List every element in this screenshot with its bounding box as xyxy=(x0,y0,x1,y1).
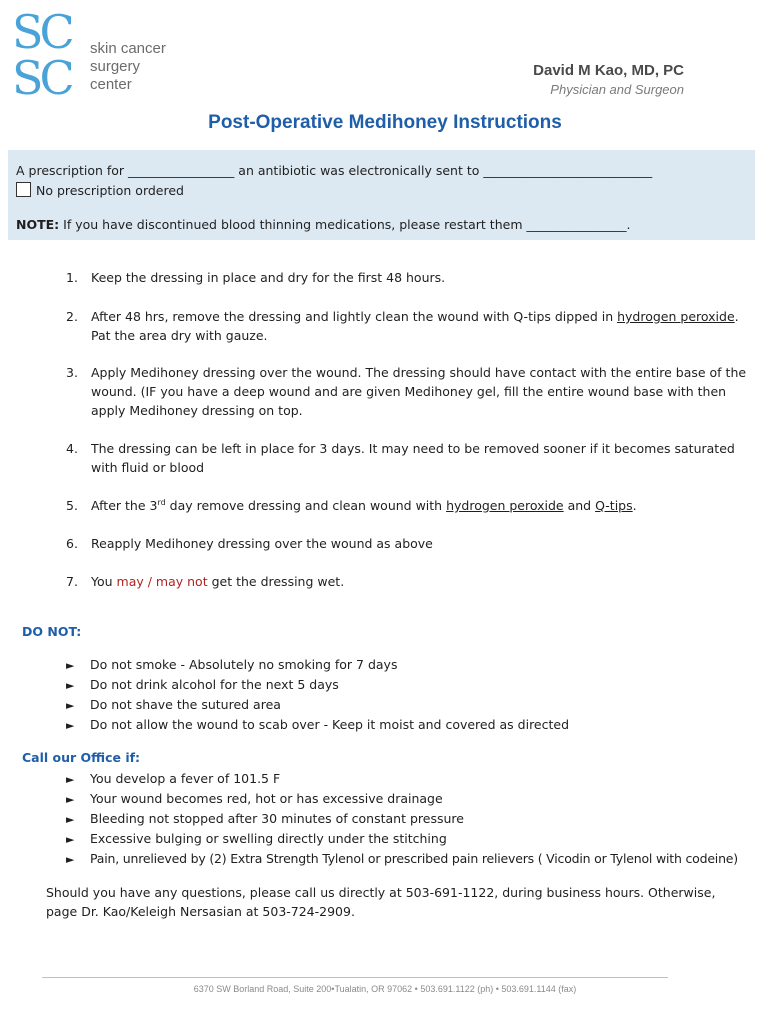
step-3: 3. Apply Medihoney dressing over the wound. The dressing should have contact with the entire base of the wound. (IF you have a deep wound and are given Medihoney gel, fill the entire wound base with then apply Medihoney dressing on top. xyxy=(66,365,747,418)
list-item: ► Do not smoke - Absolutely no smoking for 7 days xyxy=(66,655,756,675)
footer-divider xyxy=(42,977,668,978)
arrow-icon: ► xyxy=(66,813,75,826)
list-item: ► Pain, unrelieved by (2) Extra Strength Tylenol or prescribed pain relievers ( Vicodin or Tylenol with codeine) xyxy=(66,849,756,869)
logo-text: skin cancer surgery center xyxy=(90,40,166,93)
arrow-icon: ► xyxy=(66,793,75,806)
do-not-list xyxy=(66,655,756,735)
list-item: ► You develop a fever of 101.5 F xyxy=(66,769,756,789)
arrow-icon: ► xyxy=(66,679,75,692)
page-title: Post-Operative Medihoney Instructions xyxy=(208,112,562,133)
no-prescription-row xyxy=(16,181,184,200)
note-line: NOTE: If you have discontinued blood thinning medications, please restart them ________________. xyxy=(16,217,631,232)
may-may-not-choice: may / may not xyxy=(116,574,208,589)
call-office-heading: Call our Office if: xyxy=(22,750,141,765)
footer-address: 6370 SW Borland Road, Suite 200•Tualatin, OR 97062 • 503.691.1122 (ph) • 503.691.1144 (fax) xyxy=(193,984,577,994)
arrow-icon: ► xyxy=(66,853,75,866)
step-6: 6. Reapply Medihoney dressing over the wound as above xyxy=(66,536,433,551)
doctor-role: Physician and Surgeon xyxy=(550,82,684,97)
logo xyxy=(12,5,182,110)
prescription-line: A prescription for _________________ an antibiotic was electronically sent to ___________________________ xyxy=(16,163,653,178)
list-item: ► Do not allow the wound to scab over - Keep it moist and covered as directed xyxy=(66,715,756,735)
step-7: 7. You may / may not get the dressing wet. xyxy=(66,574,345,589)
call-office-list xyxy=(66,769,756,869)
list-item: ► Excessive bulging or swelling directly under the stitching xyxy=(66,829,756,849)
arrow-icon: ► xyxy=(66,699,75,712)
arrow-icon: ► xyxy=(66,773,75,786)
step-2: 2. After 48 hrs, remove the dressing and lightly clean the wound with Q-tips dipped in hydrogen peroxide. Pat the area dry with gauze. xyxy=(66,309,739,343)
logo-monogram: SC SC xyxy=(12,5,71,105)
prescription-blank[interactable]: _________________ xyxy=(128,163,235,178)
prescription-box xyxy=(8,150,755,240)
contact-paragraph: Should you have any questions, please call us directly at 503-691-1122, during business hours. Otherwise, page Dr. Kao/Keleigh Nersasian at 503-724-2909. xyxy=(46,885,716,919)
arrow-icon: ► xyxy=(66,833,75,846)
arrow-icon: ► xyxy=(66,659,75,672)
no-prescription-label: No prescription ordered xyxy=(36,183,184,198)
step-4: 4. The dressing can be left in place for 3 days. It may need to be removed sooner if it becomes saturated with fluid or blood xyxy=(66,441,735,475)
step-5: 5. After the 3rd day remove dressing and clean wound with hydrogen peroxide and Q-tips. xyxy=(66,497,637,513)
arrow-icon: ► xyxy=(66,719,75,732)
step-1: 1. Keep the dressing in place and dry for the first 48 hours. xyxy=(66,270,446,285)
doctor-block xyxy=(533,62,684,97)
list-item: ► Your wound becomes red, hot or has excessive drainage xyxy=(66,789,756,809)
no-prescription-checkbox[interactable] xyxy=(16,182,31,197)
restart-blank[interactable]: ________________ xyxy=(526,217,627,232)
note-label: NOTE: xyxy=(16,217,60,232)
list-item: ► Bleeding not stopped after 30 minutes of constant pressure xyxy=(66,809,756,829)
doctor-name: David M Kao, MD, PC xyxy=(533,62,684,79)
list-item: ► Do not shave the sutured area xyxy=(66,695,756,715)
list-item: ► Do not drink alcohol for the next 5 days xyxy=(66,675,756,695)
do-not-heading: DO NOT: xyxy=(22,624,82,639)
pharmacy-blank[interactable]: ___________________________ xyxy=(483,163,653,178)
